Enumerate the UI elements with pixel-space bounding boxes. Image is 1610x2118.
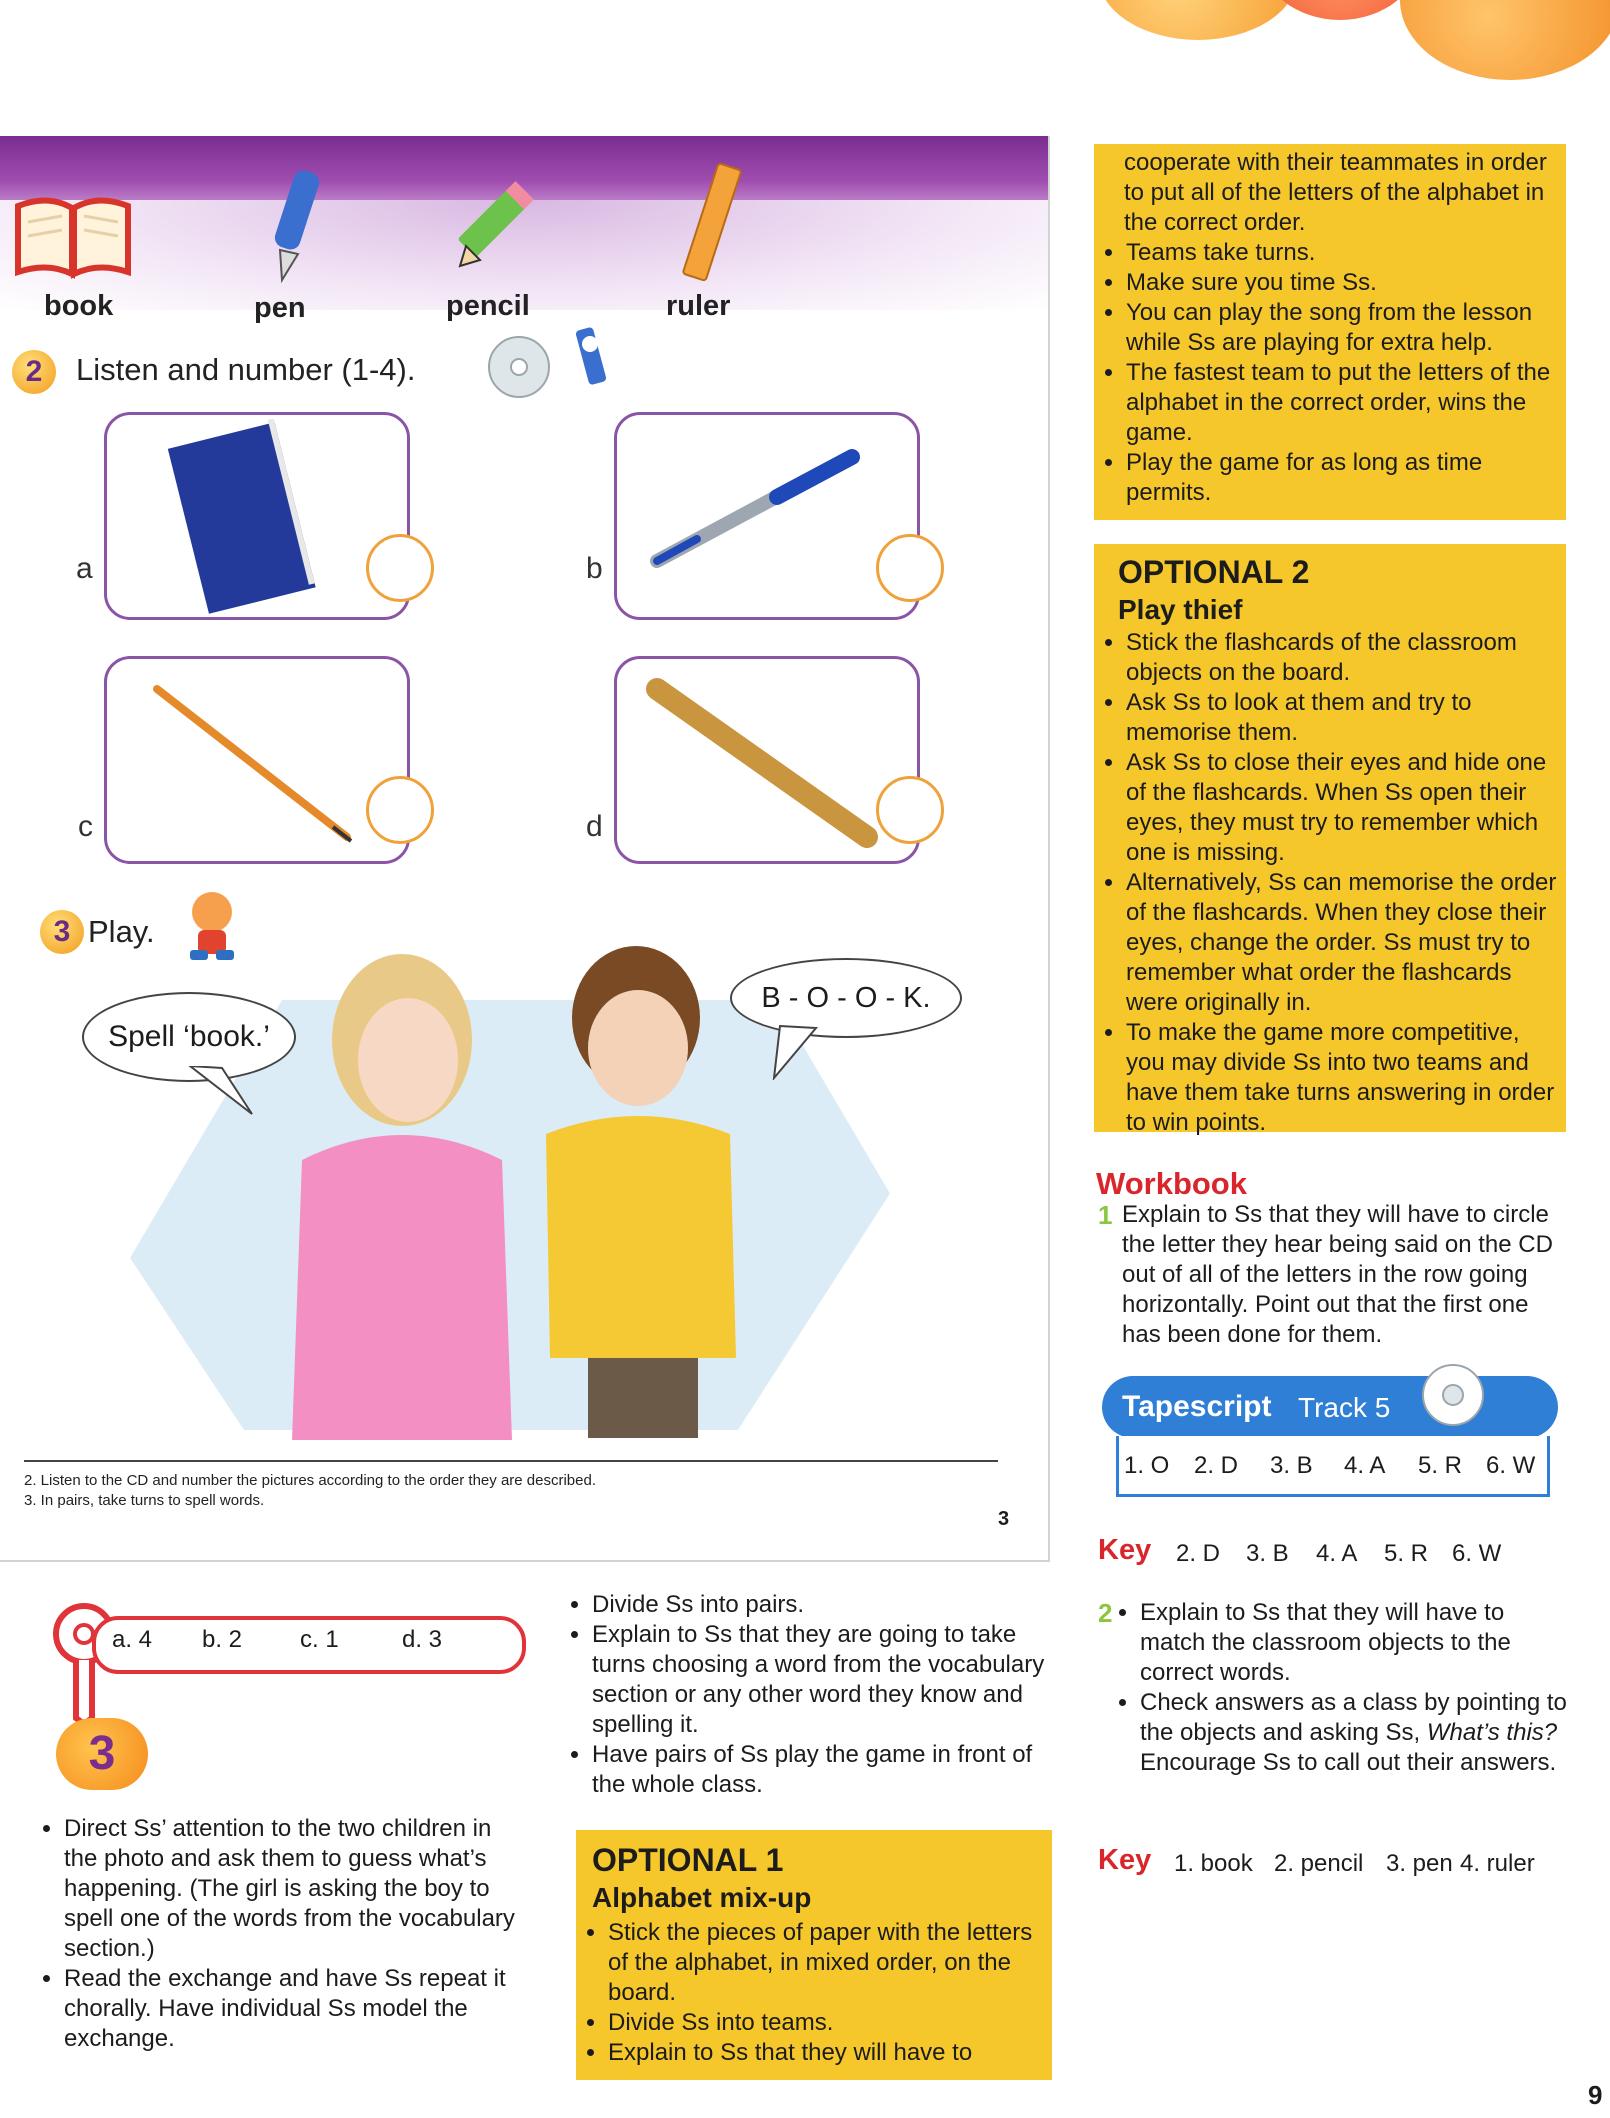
tapescript-box	[1102, 1376, 1558, 1506]
exercise-2-title: Listen and number (1-4).	[76, 352, 416, 387]
answer-circle-d[interactable]	[876, 776, 944, 844]
answer-circle-b[interactable]	[876, 534, 944, 602]
key-answer-c: c. 1	[300, 1626, 339, 1653]
pen-photo	[637, 445, 877, 575]
right-top-continued: cooperate with their teammates in order to put all of the letters of the alphabet in the correct order.	[1124, 149, 1547, 236]
middle-bullet-3: • Have pairs of Ss play the game in front of the whole class.	[592, 1740, 1052, 1800]
workbook-item-2-bullet-1: • Explain to Ss that they will have to match the classroom objects to the correct words.	[1140, 1598, 1570, 1688]
workbook-item-1: Explain to Ss that they will have to circle the letter they hear being said on the CD out of all of the letters in the row going horizontally. Point out that the first one has been done for them.	[1122, 1201, 1553, 1348]
cd-icon-tapescript	[1418, 1360, 1488, 1430]
key-1-item-3: 4. A	[1316, 1540, 1358, 1567]
workbook-item-2-bullets	[1114, 1598, 1570, 1778]
exercise-3-number: 3	[40, 910, 84, 954]
key-1-item-4: 5. R	[1384, 1540, 1429, 1567]
ruler-icon	[676, 160, 746, 286]
speech-bubble-boy: B - O - O - K.	[730, 958, 962, 1038]
right-top-bullets	[1100, 238, 1560, 508]
optional-2-heading: OPTIONAL 2	[1118, 554, 1310, 590]
optional-1-bullet-3: • Explain to Ss that they will have to	[608, 2038, 1042, 2068]
mascot-icon	[176, 884, 248, 964]
optional-1-bullet-1: • Stick the pieces of paper with the letters of the alphabet, in mixed order, on the board.	[608, 1918, 1042, 2008]
key-1-label: Key	[1098, 1534, 1152, 1566]
page-number-left: 3	[998, 1508, 1010, 1530]
bubble-tail-boy	[772, 1024, 832, 1080]
optional-1-box	[576, 1830, 1052, 2080]
optional-2-bullet-2: • Ask Ss to look at them and try to memorise them.	[1126, 688, 1562, 748]
letter-c: c	[78, 810, 93, 843]
optional-2-bullets	[1100, 628, 1562, 1138]
boy-photo	[526, 938, 756, 1438]
picture-box-b	[614, 412, 920, 620]
key-2-item-3: 3. pen	[1386, 1850, 1453, 1877]
key-2-item-2: 2. pencil	[1274, 1850, 1364, 1877]
notes-3-number: 3	[88, 1727, 116, 1780]
optional-1-bullets	[582, 1918, 1042, 2068]
picture-box-d	[614, 656, 920, 864]
answer-circle-c[interactable]	[366, 776, 434, 844]
key-2-item-1: 1. book	[1174, 1850, 1253, 1877]
tapescript-track: Track 5	[1298, 1392, 1391, 1423]
vocab-label-ruler: ruler	[666, 290, 731, 322]
exercise-3-title: Play.	[88, 914, 155, 949]
tapescript-3: 3. B	[1270, 1452, 1313, 1479]
answer-circle-a[interactable]	[366, 534, 434, 602]
vocab-label-book: book	[44, 290, 114, 322]
optional-2-bullet-5: • To make the game more competitive, you may divide Ss into two teams and have them take turns answering in order to win points.	[1126, 1018, 1562, 1138]
notes-3-bullet-1: • Direct Ss’ attention to the two children in the photo and ask them to guess what’s happening. (The girl is asking the boy to spell one of the words from the vocabulary section.)	[64, 1814, 528, 1964]
vocab-label-pen: pen	[254, 292, 306, 324]
caption-2: 2. Listen to the CD and number the pictures according to the order they are described.	[24, 1472, 596, 1489]
letter-b: b	[586, 552, 603, 585]
key-2-item-4: 4. ruler	[1460, 1850, 1535, 1877]
key-answer-b: b. 2	[202, 1626, 243, 1653]
workbook-item-2-number: 2	[1098, 1598, 1113, 1628]
letter-a: a	[76, 552, 93, 585]
bullet-2-post: Encourage Ss to call out their answers.	[1140, 1749, 1557, 1776]
optional-2-bullet-1: • Stick the flashcards of the classroom objects on the board.	[1126, 628, 1562, 688]
bubble-tail-girl	[186, 1066, 256, 1116]
right-top-box	[1094, 144, 1566, 520]
workbook-item-2-bullet-2	[1140, 1688, 1570, 1778]
pencil-photo	[137, 679, 377, 849]
optional-2-bullet-3: • Ask Ss to close their eyes and hide one of the flashcards. When Ss open their eyes, they must try to remember which one is missing.	[1126, 748, 1562, 868]
caption-rule	[24, 1460, 998, 1462]
ruler-photo	[627, 669, 897, 849]
notes-3-bullets	[38, 1814, 528, 2054]
speech-bubble-girl: Spell ‘book.’	[82, 992, 296, 1082]
book-icon	[8, 186, 138, 282]
picture-box-a	[104, 412, 410, 620]
middle-bullets	[566, 1590, 1052, 1800]
page-number-right: 9	[1588, 2080, 1603, 2110]
tapescript-1: 1. O	[1124, 1452, 1170, 1479]
letter-d: d	[586, 810, 603, 843]
bullet-2-question: What’s this?	[1426, 1719, 1558, 1746]
key-1-item-2: 3. B	[1246, 1540, 1289, 1567]
optional-2-bullet-4: • Alternatively, Ss can memorise the order of the flashcards. When they close their eyes, change the order. Ss must try to remember what order the flashcards were originally in.	[1126, 868, 1562, 1018]
optional-2-subheading: Play thief	[1118, 594, 1243, 625]
bullet-2-pre: Check answers as a class by pointing to the objects and asking Ss,	[1140, 1689, 1567, 1746]
notes-3-bullet-2: • Read the exchange and have Ss repeat it chorally. Have individual Ss model the exchange.	[64, 1964, 528, 2054]
girl-photo	[262, 950, 532, 1440]
notes-3-badge	[56, 1718, 148, 1790]
tapescript-4: 4. A	[1344, 1452, 1386, 1479]
key-answer-d: d. 3	[402, 1626, 443, 1653]
pencil-mascot-icon	[568, 324, 618, 400]
right-top-bullet-2: • Make sure you time Ss.	[1126, 268, 1560, 298]
key-1-item-1: 2. D	[1176, 1540, 1221, 1567]
workbook-item-1-number: 1	[1098, 1200, 1113, 1230]
picture-box-c	[104, 656, 410, 864]
middle-bullet-1: • Divide Ss into pairs.	[592, 1590, 1052, 1620]
tapescript-5: 5. R	[1418, 1452, 1463, 1479]
tapescript-answers-box	[1116, 1436, 1550, 1497]
decorative-blob-orange-2	[1400, 0, 1610, 80]
optional-1-bullet-2: • Divide Ss into teams.	[608, 2008, 1042, 2038]
tapescript-2: 2. D	[1194, 1452, 1239, 1479]
middle-bullet-2: • Explain to Ss that they are going to take turns choosing a word from the vocabulary section or any other word they know and spelling it.	[592, 1620, 1052, 1740]
workbook-heading: Workbook	[1096, 1166, 1247, 1201]
right-top-bullet-5: • Play the game for as long as time permits.	[1126, 448, 1560, 508]
right-top-bullet-1: • Teams take turns.	[1126, 238, 1560, 268]
key-1-item-5: 6. W	[1452, 1540, 1502, 1567]
decorative-blob-orange	[1098, 0, 1298, 40]
tapescript-6: 6. W	[1486, 1452, 1536, 1479]
right-top-bullet-3: • You can play the song from the lesson while Ss are playing for extra help.	[1126, 298, 1560, 358]
optional-1-subheading: Alphabet mix-up	[592, 1882, 812, 1913]
pencil-icon	[448, 170, 558, 280]
right-top-bullet-4: • The fastest team to put the letters of the alphabet in the correct order, wins the game.	[1126, 358, 1560, 448]
key-answer-a: a. 4	[112, 1626, 153, 1653]
vocab-label-pencil: pencil	[446, 290, 530, 322]
notebook-photo	[157, 419, 327, 619]
pen-icon	[258, 164, 328, 284]
key-2-label: Key	[1098, 1844, 1152, 1876]
cd-icon	[486, 334, 552, 400]
exercise-2-number: 2	[12, 350, 56, 394]
optional-1-heading: OPTIONAL 1	[592, 1842, 784, 1878]
caption-3: 3. In pairs, take turns to spell words.	[24, 1492, 265, 1509]
optional-2-box	[1094, 544, 1566, 1136]
tapescript-label: Tapescript	[1122, 1390, 1272, 1423]
